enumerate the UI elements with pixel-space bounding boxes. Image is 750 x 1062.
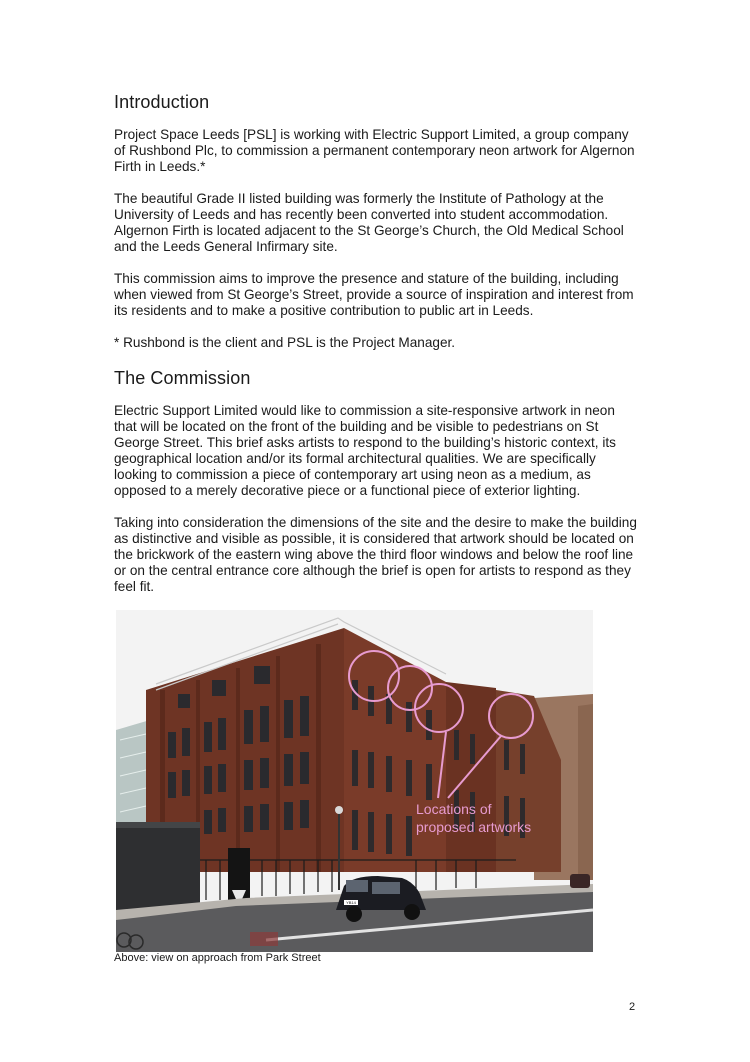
- building-photo-illustration: [116, 610, 593, 952]
- introduction-heading: Introduction: [114, 92, 210, 112]
- annotation-line-1: Locations of: [416, 801, 492, 817]
- figure-caption: Above: view on approach from Park Street: [114, 952, 321, 964]
- parked-scooter: [250, 932, 278, 946]
- introduction-paragraph-1: Project Space Leeds [PSL] is working with Electric Support Limited, a group company of Rushbond Plc, to commission a permanent contemporary neon artwork for Algernon Firth in Leeds.*: [114, 127, 635, 174]
- commission-paragraph-1: Electric Support Limited would like to commission a site-responsive artwork in neon that will be located on the front of the building and be visible to pedestrians on St George Street. This brief asks artists to respond to the building’s historic context, its geographical location and/or its formal architectural qualities. We are specifically looking to commission a piece of contemporary art using neon as a medium, as opposed to a merely decorative piece or a functional piece of exterior lighting.: [114, 403, 616, 498]
- introduction-paragraph-3: This commission aims to improve the presence and stature of the building, including when viewed from St George’s Street, provide a source of inspiration and interest from its residents and to make a positive contribution to public art in Leeds.: [114, 271, 634, 318]
- car-plate: YB14: [346, 900, 356, 905]
- annotation-line-2: proposed artworks: [416, 819, 532, 835]
- street-lamp: [338, 810, 340, 890]
- commission-heading: The Commission: [114, 368, 251, 388]
- building-photo: [116, 610, 593, 952]
- distant-car: [570, 874, 590, 888]
- commission-paragraph-2: Taking into consideration the dimensions of the site and the desire to make the building as distinctive and visible as possible, it is considered that artwork should be located on the brickwork of the eastern wing above the third floor windows and below the roof line or on the central entrance core although the brief is open for artists to respond as they feel fit.: [114, 515, 637, 594]
- introduction-paragraph-2: The beautiful Grade II listed building was formerly the Institute of Pathology at the University of Leeds and has recently been converted into student accommodation. Algernon Firth is located adjacent to the St George’s Church, the Old Medical School and the Leeds General Infirmary site.: [114, 191, 624, 254]
- introduction-footnote: * Rushbond is the client and PSL is the Project Manager.: [114, 335, 456, 350]
- page-number: 2: [629, 1001, 636, 1013]
